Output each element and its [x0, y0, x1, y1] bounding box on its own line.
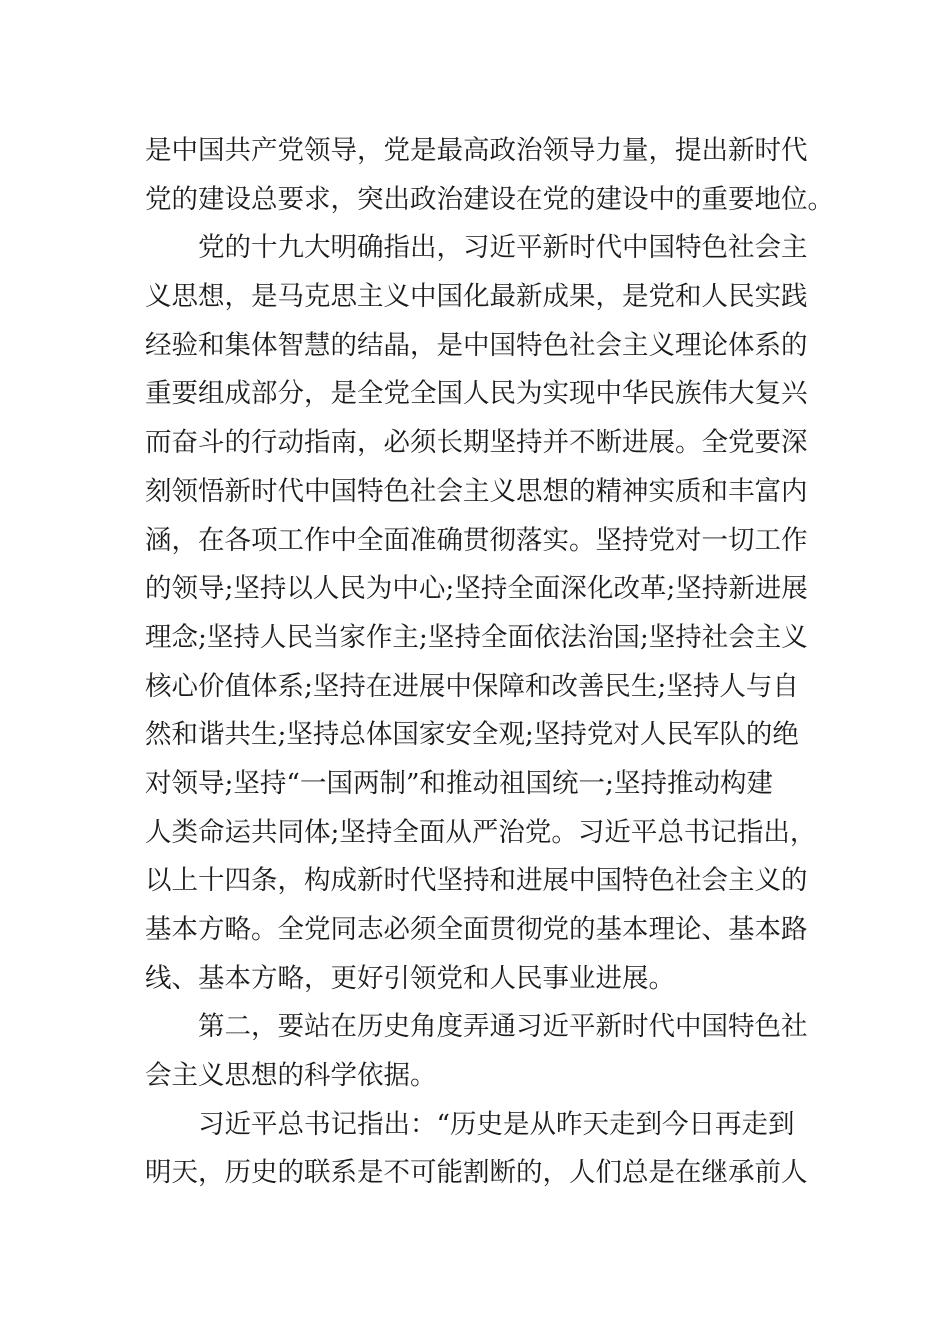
text-line: 而奋斗的行动指南，必须长期坚持并不断进展。全党要深 — [145, 427, 808, 459]
document-body-text — [145, 127, 834, 1198]
text-line: 习近平总书记指出：“历史是从昨天走到今日再走到 — [198, 1108, 795, 1140]
text-line: 义思想，是马克思主义中国化最新成果，是党和人民实践 — [145, 281, 808, 313]
text-line: 第二，要站在历史角度弄通习近平新时代中国特色社 — [198, 1011, 808, 1043]
text-line: 涵，在各项工作中全面准确贯彻落实。坚持党对一切工作 — [145, 524, 808, 556]
text-line: 党的建设总要求，突出政治建设在党的建设中的重要地位。 — [145, 183, 834, 215]
text-line: 经验和集体智慧的结晶，是中国特色社会主义理论体系的 — [145, 329, 808, 361]
text-line: 的领导;坚持以人民为中心;坚持全面深化改革;坚持新进展 — [145, 573, 808, 605]
text-line: 基本方略。全党同志必须全面贯彻党的基本理论、基本路 — [145, 914, 808, 945]
text-line: 然和谐共生;坚持总体国家安全观;坚持党对人民军队的绝 — [145, 719, 799, 751]
text-line: 刻领悟新时代中国特色社会主义思想的精神实质和丰富内 — [145, 475, 808, 507]
text-line: 明天，历史的联系是不可能割断的，人们总是在继承前人 — [145, 1157, 808, 1189]
text-line: 党的十九大明确指出，习近平新时代中国特色社会主 — [198, 232, 808, 264]
text-line: 会主义思想的科学依据。 — [145, 1060, 437, 1092]
text-line: 核心价值体系;坚持在进展中保障和改善民生;坚持人与自 — [145, 670, 799, 702]
text-line: 线、基本方略，更好引领党和人民事业进展。 — [145, 962, 675, 994]
text-line: 人类命运共同体;坚持全面从严治党。习近平总书记指出， — [145, 816, 817, 848]
text-line: 是中国共产党领导，党是最高政治领导力量，提出新时代 — [145, 135, 808, 166]
text-line: 以上十四条，构成新时代坚持和进展中国特色社会主义的 — [145, 865, 808, 897]
text-line: 重要组成部分，是全党全国人民为实现中华民族伟大复兴 — [145, 378, 808, 410]
text-line: 对领导;坚持“一国两制”和推动祖国统一;坚持推动构建 — [145, 767, 773, 799]
text-line: 理念;坚持人民当家作主;坚持全面依法治国;坚持社会主义 — [145, 621, 808, 653]
